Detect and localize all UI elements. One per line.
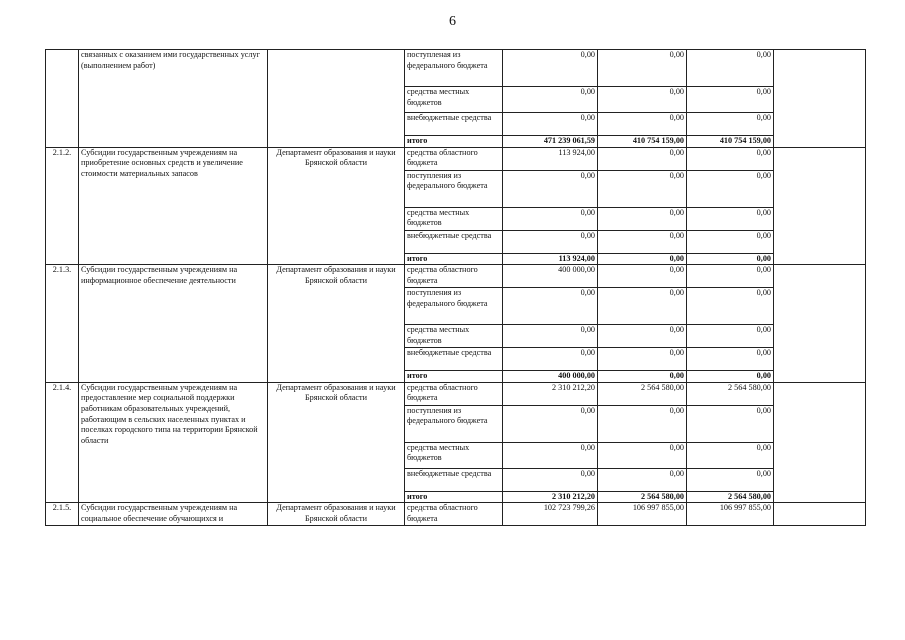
value-year-3: 0,00 (687, 288, 774, 325)
value-year-3: 0,00 (687, 207, 774, 230)
total-year-1: 2 310 212,20 (503, 491, 598, 503)
value-year-1: 0,00 (503, 442, 598, 468)
value-year-1: 0,00 (503, 230, 598, 253)
total-year-3: 0,00 (687, 253, 774, 265)
funding-source: средства областного бюджета (405, 382, 503, 405)
total-year-1: 400 000,00 (503, 371, 598, 383)
value-year-1: 0,00 (503, 87, 598, 113)
row-number: 2.1.2. (46, 147, 79, 265)
value-year-1: 0,00 (503, 348, 598, 371)
row-number: 2.1.5. (46, 503, 79, 526)
total-year-2: 2 564 580,00 (598, 491, 687, 503)
value-year-3: 0,00 (687, 265, 774, 288)
funding-source-total: итого (405, 371, 503, 383)
value-year-2: 0,00 (598, 348, 687, 371)
department: Департамент образования и науки Брянской области (268, 382, 405, 503)
value-year-2: 0,00 (598, 170, 687, 207)
value-year-1: 102 723 799,26 (503, 503, 598, 526)
total-year-1: 113 924,00 (503, 253, 598, 265)
value-year-2: 2 564 580,00 (598, 382, 687, 405)
funding-source: средства местных бюджетов (405, 207, 503, 230)
value-year-2: 0,00 (598, 325, 687, 348)
value-year-2: 0,00 (598, 230, 687, 253)
value-year-3: 0,00 (687, 87, 774, 113)
value-year-3: 2 564 580,00 (687, 382, 774, 405)
funding-source: средства областного бюджета (405, 265, 503, 288)
funding-source: средства местных бюджетов (405, 442, 503, 468)
value-year-2: 0,00 (598, 405, 687, 442)
total-year-3: 0,00 (687, 371, 774, 383)
total-year-2: 0,00 (598, 253, 687, 265)
value-year-2: 0,00 (598, 265, 687, 288)
funding-source: средства областного бюджета (405, 503, 503, 526)
value-year-2: 0,00 (598, 468, 687, 491)
total-year-3: 2 564 580,00 (687, 491, 774, 503)
value-year-1: 0,00 (503, 170, 598, 207)
activity-description: Субсидии государственным учреждениям на предоставление мер социальной поддержки работникам образовательных учреждений, работающим в сельских населенных пунктах и поселках городского типа на территории Брянской области (79, 382, 268, 503)
department (268, 50, 405, 148)
value-year-1: 0,00 (503, 325, 598, 348)
department: Департамент образования и науки Брянской области (268, 265, 405, 383)
value-year-1: 0,00 (503, 405, 598, 442)
value-year-1: 0,00 (503, 113, 598, 136)
value-year-1: 0,00 (503, 288, 598, 325)
row-number: 2.1.3. (46, 265, 79, 383)
value-year-1: 400 000,00 (503, 265, 598, 288)
activity-description: Субсидии государственным учреждениям на социальное обеспечение обучающихся и (79, 503, 268, 526)
value-year-3: 0,00 (687, 50, 774, 87)
total-year-2: 410 754 159,00 (598, 136, 687, 148)
activity-description: Субсидии государственным учреждениям на приобретение основных средств и увеличение стоимости материальных запасов (79, 147, 268, 265)
value-year-2: 0,00 (598, 288, 687, 325)
value-year-2: 0,00 (598, 50, 687, 87)
value-year-1: 0,00 (503, 50, 598, 87)
funding-source-total: итого (405, 136, 503, 148)
value-year-2: 0,00 (598, 442, 687, 468)
value-year-3: 0,00 (687, 113, 774, 136)
activity-description: связанных с оказанием ими государственных услуг (выполнением работ) (79, 50, 268, 148)
department: Департамент образования и науки Брянской области (268, 503, 405, 526)
value-year-3: 0,00 (687, 147, 774, 170)
page-number: 6 (449, 14, 456, 29)
funding-source-total: итого (405, 253, 503, 265)
value-year-3: 106 997 855,00 (687, 503, 774, 526)
notes-cell (774, 147, 866, 265)
funding-source: средства местных бюджетов (405, 87, 503, 113)
value-year-1: 0,00 (503, 207, 598, 230)
value-year-1: 0,00 (503, 468, 598, 491)
total-year-3: 410 754 159,00 (687, 136, 774, 148)
funding-source: поступления из федерального бюджета (405, 170, 503, 207)
funding-source: поступленая из федерального бюджета (405, 50, 503, 87)
department: Департамент образования и науки Брянской области (268, 147, 405, 265)
value-year-2: 0,00 (598, 87, 687, 113)
funding-source: внебюджетные средства (405, 113, 503, 136)
funding-source: внебюджетные средства (405, 468, 503, 491)
funding-source-total: итого (405, 491, 503, 503)
row-number (46, 50, 79, 148)
value-year-3: 0,00 (687, 170, 774, 207)
total-year-1: 471 239 061,59 (503, 136, 598, 148)
value-year-3: 0,00 (687, 468, 774, 491)
value-year-3: 0,00 (687, 325, 774, 348)
funding-source: внебюджетные средства (405, 348, 503, 371)
notes-cell (774, 50, 866, 148)
value-year-3: 0,00 (687, 348, 774, 371)
budget-table (45, 49, 866, 526)
notes-cell (774, 503, 866, 526)
value-year-2: 0,00 (598, 147, 687, 170)
value-year-1: 113 924,00 (503, 147, 598, 170)
value-year-1: 2 310 212,20 (503, 382, 598, 405)
funding-source: поступления из федерального бюджета (405, 288, 503, 325)
funding-source: поступления из федерального бюджета (405, 405, 503, 442)
total-year-2: 0,00 (598, 371, 687, 383)
value-year-2: 106 997 855,00 (598, 503, 687, 526)
notes-cell (774, 265, 866, 383)
funding-source: внебюджетные средства (405, 230, 503, 253)
value-year-3: 0,00 (687, 405, 774, 442)
value-year-3: 0,00 (687, 442, 774, 468)
notes-cell (774, 382, 866, 503)
funding-source: средства местных бюджетов (405, 325, 503, 348)
funding-source: средства областного бюджета (405, 147, 503, 170)
value-year-2: 0,00 (598, 207, 687, 230)
row-number: 2.1.4. (46, 382, 79, 503)
value-year-3: 0,00 (687, 230, 774, 253)
value-year-2: 0,00 (598, 113, 687, 136)
activity-description: Субсидии государственным учреждениям на информационное обеспечение деятельности (79, 265, 268, 383)
